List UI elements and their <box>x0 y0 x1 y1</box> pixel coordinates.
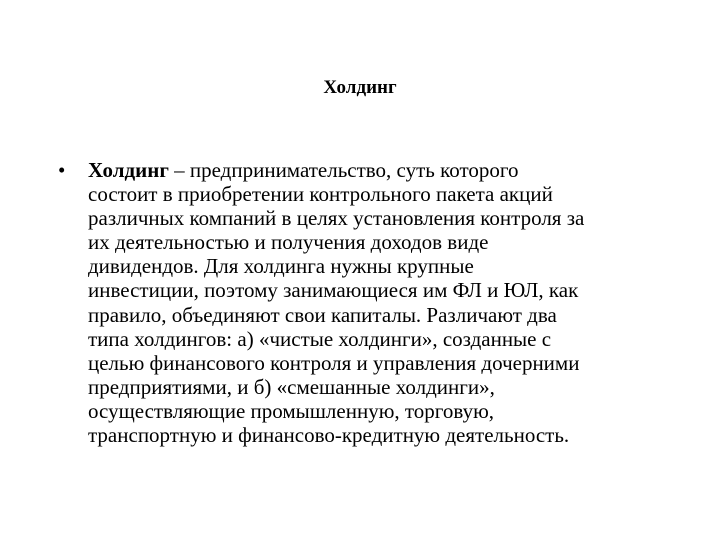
bullet-line: целью финансового контроля и управления дочерними <box>88 350 580 375</box>
slide-body <box>54 158 674 447</box>
bullet-line: различных компаний в целях установления контроля за <box>88 206 585 231</box>
bullet-line: правило, объединяют свои капиталы. Различают два <box>88 302 557 327</box>
bullet-line: их деятельностью и получения доходов виде <box>88 230 489 255</box>
bullet-item <box>54 158 674 447</box>
bullet-line: дивидендов. Для холдинга нужны крупные <box>88 254 474 279</box>
bullet-line: транспортную и финансово-кредитную деятельность. <box>88 423 570 448</box>
bullet-line: инвестиции, поэтому занимающиеся им ФЛ и ЮЛ, как <box>88 278 579 303</box>
bullet-term: Холдинг <box>88 158 169 182</box>
bullet-icon: • <box>58 158 66 182</box>
bullet-line: типа холдингов: а) «чистые холдинги», созданные с <box>88 326 552 351</box>
bullet-line-1 <box>88 158 674 182</box>
bullet-line: предприятиями, и б) «смешанные холдинги», <box>88 374 495 399</box>
bullet-first-line-text: – предпринимательство, суть которого <box>168 158 519 182</box>
bullet-line: осуществляющие промышленную, торговую, <box>88 398 495 423</box>
slide-title <box>0 76 720 100</box>
bullet-line: состоит в приобретении контрольного пакета акций <box>88 182 553 207</box>
slide-title-text: Холдинг <box>323 77 397 98</box>
